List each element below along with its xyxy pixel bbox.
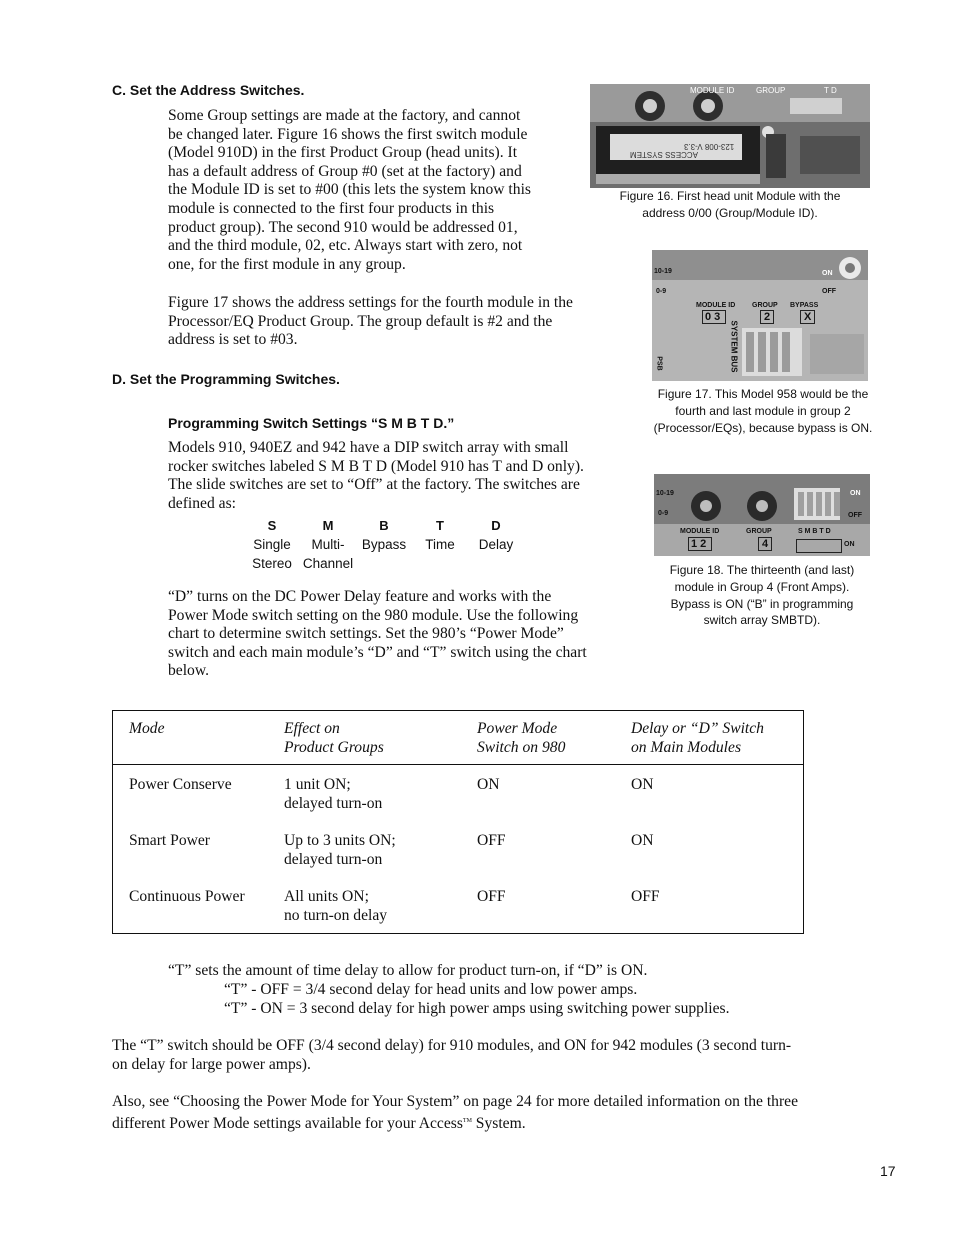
fig18-on-label: ON (850, 490, 861, 497)
table-row-1-mode (129, 775, 232, 794)
text-line: has a default address of Group #0 (set at the factory) and (168, 162, 522, 180)
fig18-dip-switch-array (796, 539, 842, 553)
cell-line: ON (477, 776, 500, 793)
header-line: Effect on (284, 720, 340, 737)
cell-line: ON (631, 776, 654, 793)
cell-line: Smart Power (129, 832, 210, 849)
fig18-on-label: ON (844, 541, 855, 548)
fig17-bypass-value: X (800, 310, 815, 324)
cell-line: no turn-on delay (284, 907, 388, 924)
table-row-1-delay (631, 775, 654, 794)
caption-line: (Processor/EQs), because bypass is ON. (653, 420, 873, 435)
caption-line: Figure 18. The thirteenth (and last) (669, 563, 855, 577)
programming-switch-heading: Programming Switch Settings “S M B T D.” (168, 415, 455, 431)
table-row-2-mode (129, 831, 210, 850)
programming-paragraph (168, 439, 584, 513)
cell-line: Power Conserve (129, 776, 232, 793)
caption-line: module in Group 4 (Front Amps). (674, 579, 850, 594)
cell-line: delayed turn-on (284, 851, 383, 868)
fig17-group-label: GROUP (752, 302, 778, 309)
text-line: rocker switches labeled S M B T D (Model 910 has T and D only). (168, 457, 584, 475)
t-switch-paragraph (112, 1037, 791, 1074)
header-line: Power Mode (477, 720, 558, 737)
fig16-chip-label-2: 123-008 V-3.3 (684, 142, 735, 151)
text-line: (Model 910D) in the first Product Group (head units). It (168, 144, 518, 162)
figure-18-photo (654, 474, 870, 556)
text-line: defined as: (168, 494, 236, 512)
table-row-2-delay (631, 831, 654, 850)
fig17-module-id-label: MODULE ID (696, 302, 736, 309)
table-row-2-effect (284, 831, 396, 869)
table-row-1-effect (284, 775, 382, 813)
switch-desc: Single (253, 537, 291, 552)
text-line: product group). The second 910 would be addressed 01, (168, 218, 518, 236)
figure-16-photo (590, 84, 870, 188)
t-switch-line-3: “T” - ON = 3 second delay for high power amps using switching power supplies. (224, 1000, 730, 1017)
switch-desc: Stereo (252, 556, 292, 571)
table-header-delay (631, 719, 764, 757)
header-line: Switch on 980 (477, 739, 566, 756)
switch-letter: D (491, 518, 501, 533)
switch-letter: S (267, 518, 277, 533)
text-span: System. (471, 1114, 526, 1132)
cell-line: OFF (477, 832, 506, 849)
fig18-module-id-value: 12 (688, 537, 712, 551)
table-row-3-mode (129, 887, 245, 906)
section-c-paragraph-1 (168, 107, 531, 274)
fig17-bypass-label: BYPASS (790, 302, 819, 309)
text-line: Also, see “Choosing the Power Mode for Your System” on page 24 for more detailed information on the three (112, 1093, 798, 1110)
table-header-rule (113, 764, 803, 765)
circuit-board-photo (590, 84, 870, 188)
section-c-heading: C. Set the Address Switches. (112, 82, 305, 98)
text-line: and the third module, 02, etc. Always start with zero, not (168, 237, 523, 255)
text-line: switch and each main module’s “D” and “T” switch using the chart (168, 643, 587, 661)
table-row-3-delay (631, 887, 660, 906)
fig16-td-label: T D (824, 86, 837, 95)
text-line: Figure 17 shows the address settings for the fourth module in the (168, 294, 573, 311)
cell-line: OFF (631, 888, 660, 905)
header-line: Mode (129, 720, 165, 737)
fig17-on-label: ON (822, 270, 833, 277)
fig17-off-label: OFF (822, 288, 836, 295)
fig16-group-label: GROUP (756, 86, 786, 95)
text-line: Models 910, 940EZ and 942 have a DIP switch array with small (168, 439, 569, 456)
table-header-effect (284, 719, 384, 757)
cell-line: delayed turn-on (284, 795, 383, 812)
fig17-system-bus-label: SYSTEM BUS (729, 320, 739, 373)
caption-line: Figure 16. First head unit Module with the (619, 189, 841, 203)
cell-line: OFF (477, 888, 506, 905)
switch-desc: Bypass (361, 537, 407, 552)
text-line: Some Group settings are made at the factory, and cannot (168, 107, 521, 124)
text-line: Power Mode switch setting on the 980 module. Use the following (168, 606, 579, 624)
fig18-off-label: OFF (848, 512, 862, 519)
fig18-range-label: 10-19 (656, 490, 674, 497)
switch-letter: T (436, 518, 444, 533)
caption-line: Bypass is ON (“B” in programming (670, 596, 854, 611)
text-line: the Module ID is set to #00 (this lets the system know this (168, 181, 531, 199)
text-line: address is set to #03. (168, 331, 298, 349)
text-line: on delay for large power amps). (112, 1055, 311, 1073)
cell-line: Up to 3 units ON; (284, 832, 396, 849)
header-line: on Main Modules (631, 739, 742, 756)
cell-line: All units ON; (284, 888, 369, 905)
switch-def-s (242, 516, 302, 573)
switch-desc: Multi- (311, 537, 345, 552)
cell-line: Continuous Power (129, 888, 245, 905)
figure-17-caption (645, 386, 881, 436)
text-span: different Power Mode settings available for your Access (112, 1114, 463, 1132)
trademark-mark: TM (462, 1117, 472, 1124)
caption-line: Figure 17. This Model 958 would be the (657, 387, 869, 401)
table-header-mode (129, 719, 165, 738)
fig16-module-id-label: MODULE ID (690, 86, 735, 95)
caption-line: fourth and last module in group 2 (675, 403, 851, 418)
section-c-paragraph-2 (168, 294, 573, 350)
table-row-3-power-mode (477, 887, 506, 906)
text-line: The “T” switch should be OFF (3/4 second delay) for 910 modules, and ON for 942 modules (3 second turn- (112, 1037, 792, 1054)
switch-letter: M (322, 518, 334, 533)
also-see-paragraph (112, 1093, 798, 1133)
fig17-group-value: 2 (760, 310, 774, 324)
figure-17-photo (652, 250, 868, 381)
section-d-heading: D. Set the Programming Switches. (112, 371, 340, 387)
text-line: “D” turns on the DC Power Delay feature and works with the (168, 588, 552, 605)
delay-paragraph (168, 588, 587, 681)
switch-def-b (354, 516, 414, 554)
fig17-range-label: 0-9 (656, 288, 667, 295)
table-header-power-mode (477, 719, 565, 757)
text-line: The slide switches are set to “Off” at the factory. The switches are (168, 476, 580, 494)
table-row-1-power-mode (477, 775, 500, 794)
header-line: Product Groups (284, 739, 384, 756)
fig17-module-id-value: 03 (702, 310, 726, 324)
switch-letter: B (379, 518, 389, 533)
fig18-range-label: 0-9 (658, 510, 669, 517)
fig17-range-label: 10-19 (654, 268, 672, 275)
power-mode-table (112, 710, 804, 934)
cell-line: 1 unit ON; (284, 776, 351, 793)
caption-line: address 0/00 (Group/Module ID). (642, 205, 818, 220)
fig16-chip-label: ACCESS SYSTEM (630, 150, 699, 159)
table-row-3-effect (284, 887, 387, 925)
switch-desc: Time (425, 537, 455, 552)
text-line (112, 1112, 798, 1134)
text-line: module is connected to the first four products in this (168, 199, 495, 217)
text-line: be changed later. Figure 16 shows the first switch module (168, 125, 528, 143)
header-line: Delay or “D” Switch (631, 720, 764, 737)
text-line: below. (168, 662, 209, 680)
text-line: one, for the first module in any group. (168, 255, 406, 273)
figure-18-caption (654, 562, 870, 629)
switch-def-t (410, 516, 470, 554)
figure-16-caption (590, 188, 870, 222)
cell-line: ON (631, 832, 654, 849)
switch-desc: Delay (478, 537, 514, 552)
switch-def-d (466, 516, 526, 554)
text-line: Processor/EQ Product Group. The group default is #2 and the (168, 312, 553, 330)
switch-def-m (298, 516, 358, 573)
fig18-module-id-label: MODULE ID (680, 528, 720, 535)
fig18-group-value: 4 (758, 537, 772, 551)
page-number: 17 (880, 1163, 896, 1179)
fig18-smbtd-label: S M B T D (798, 528, 831, 535)
fig18-group-label: GROUP (746, 528, 772, 535)
fig17-psb-label: PSB (655, 356, 663, 371)
t-switch-line-1: “T” sets the amount of time delay to allow for product turn-on, if “D” is ON. (168, 962, 648, 979)
switch-desc: Channel (302, 556, 354, 571)
text-line: chart to determine switch settings. Set the 980’s “Power Mode” (168, 625, 564, 643)
t-switch-line-2: “T” - OFF = 3/4 second delay for head units and low power amps. (224, 981, 638, 998)
table-row-2-power-mode (477, 831, 506, 850)
caption-line: switch array SMBTD). (703, 613, 821, 628)
